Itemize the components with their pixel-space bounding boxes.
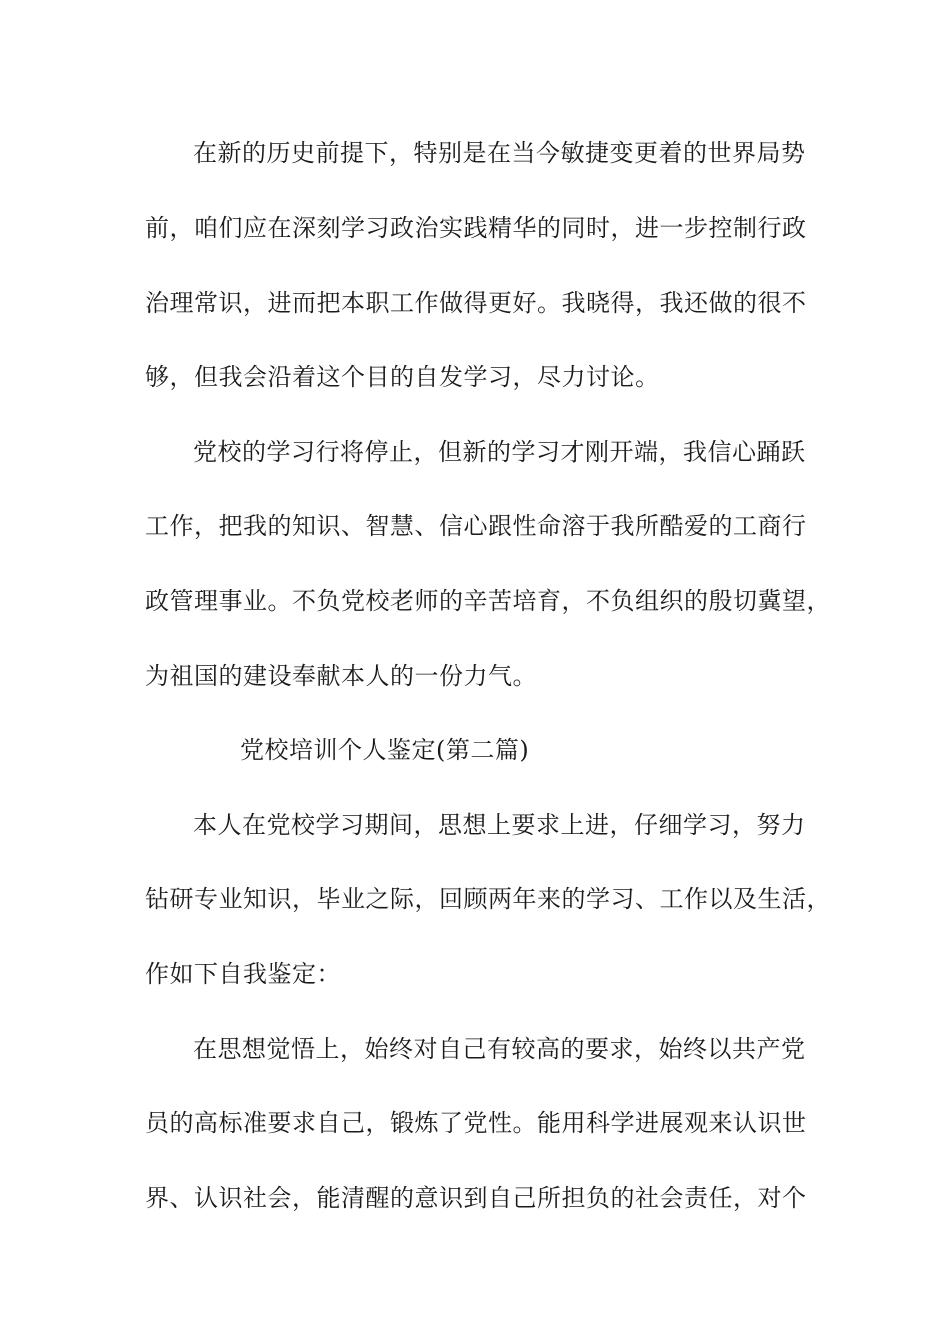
paragraph-4-line-3: 界、认识社会，能清醒的意识到自己所担负的社会责任，对个 — [145, 1184, 807, 1212]
paragraph-1-line-3: 治理常识，进而把本职工作做得更好。我晓得，我还做的很不 — [145, 289, 807, 317]
paragraph-2-line-2: 工作，把我的知识、智慧、信心跟性命溶于我所酷爱的工商行 — [145, 512, 807, 540]
paragraph-3-line-2: 钻研专业知识，毕业之际，回顾两年来的学习、工作以及生活， — [145, 885, 831, 913]
paragraph-1-line-2: 前，咱们应在深刻学习政治实践精华的同时，进一步控制行政 — [145, 214, 807, 242]
paragraph-4-line-1: 在思想觉悟上，始终对自己有较高的要求，始终以共产党 — [193, 1035, 806, 1063]
section-heading: 党校培训个人鉴定(第二篇) — [240, 736, 530, 764]
paragraph-2-line-4: 为祖国的建设奉献本人的一份力气。 — [145, 662, 537, 690]
paragraph-4-line-2: 员的高标准要求自己，锻炼了党性。能用科学进展观来认识世 — [145, 1109, 807, 1137]
paragraph-1-line-1: 在新的历史前提下，特别是在当今敏捷变更着的世界局势 — [193, 139, 806, 167]
paragraph-3-line-3: 作如下自我鉴定： — [145, 960, 341, 988]
paragraph-3-line-1: 本人在党校学习期间，思想上要求上进，仔细学习，努力 — [193, 811, 806, 839]
paragraph-2-line-1: 党校的学习行将停止，但新的学习才刚开端，我信心踊跃 — [193, 438, 806, 466]
paragraph-2-line-3: 政管理事业。不负党校老师的辛苦培育，不负组织的殷切冀望， — [145, 587, 831, 615]
paragraph-1-line-4: 够，但我会沿着这个目的自发学习，尽力讨论。 — [145, 363, 660, 391]
